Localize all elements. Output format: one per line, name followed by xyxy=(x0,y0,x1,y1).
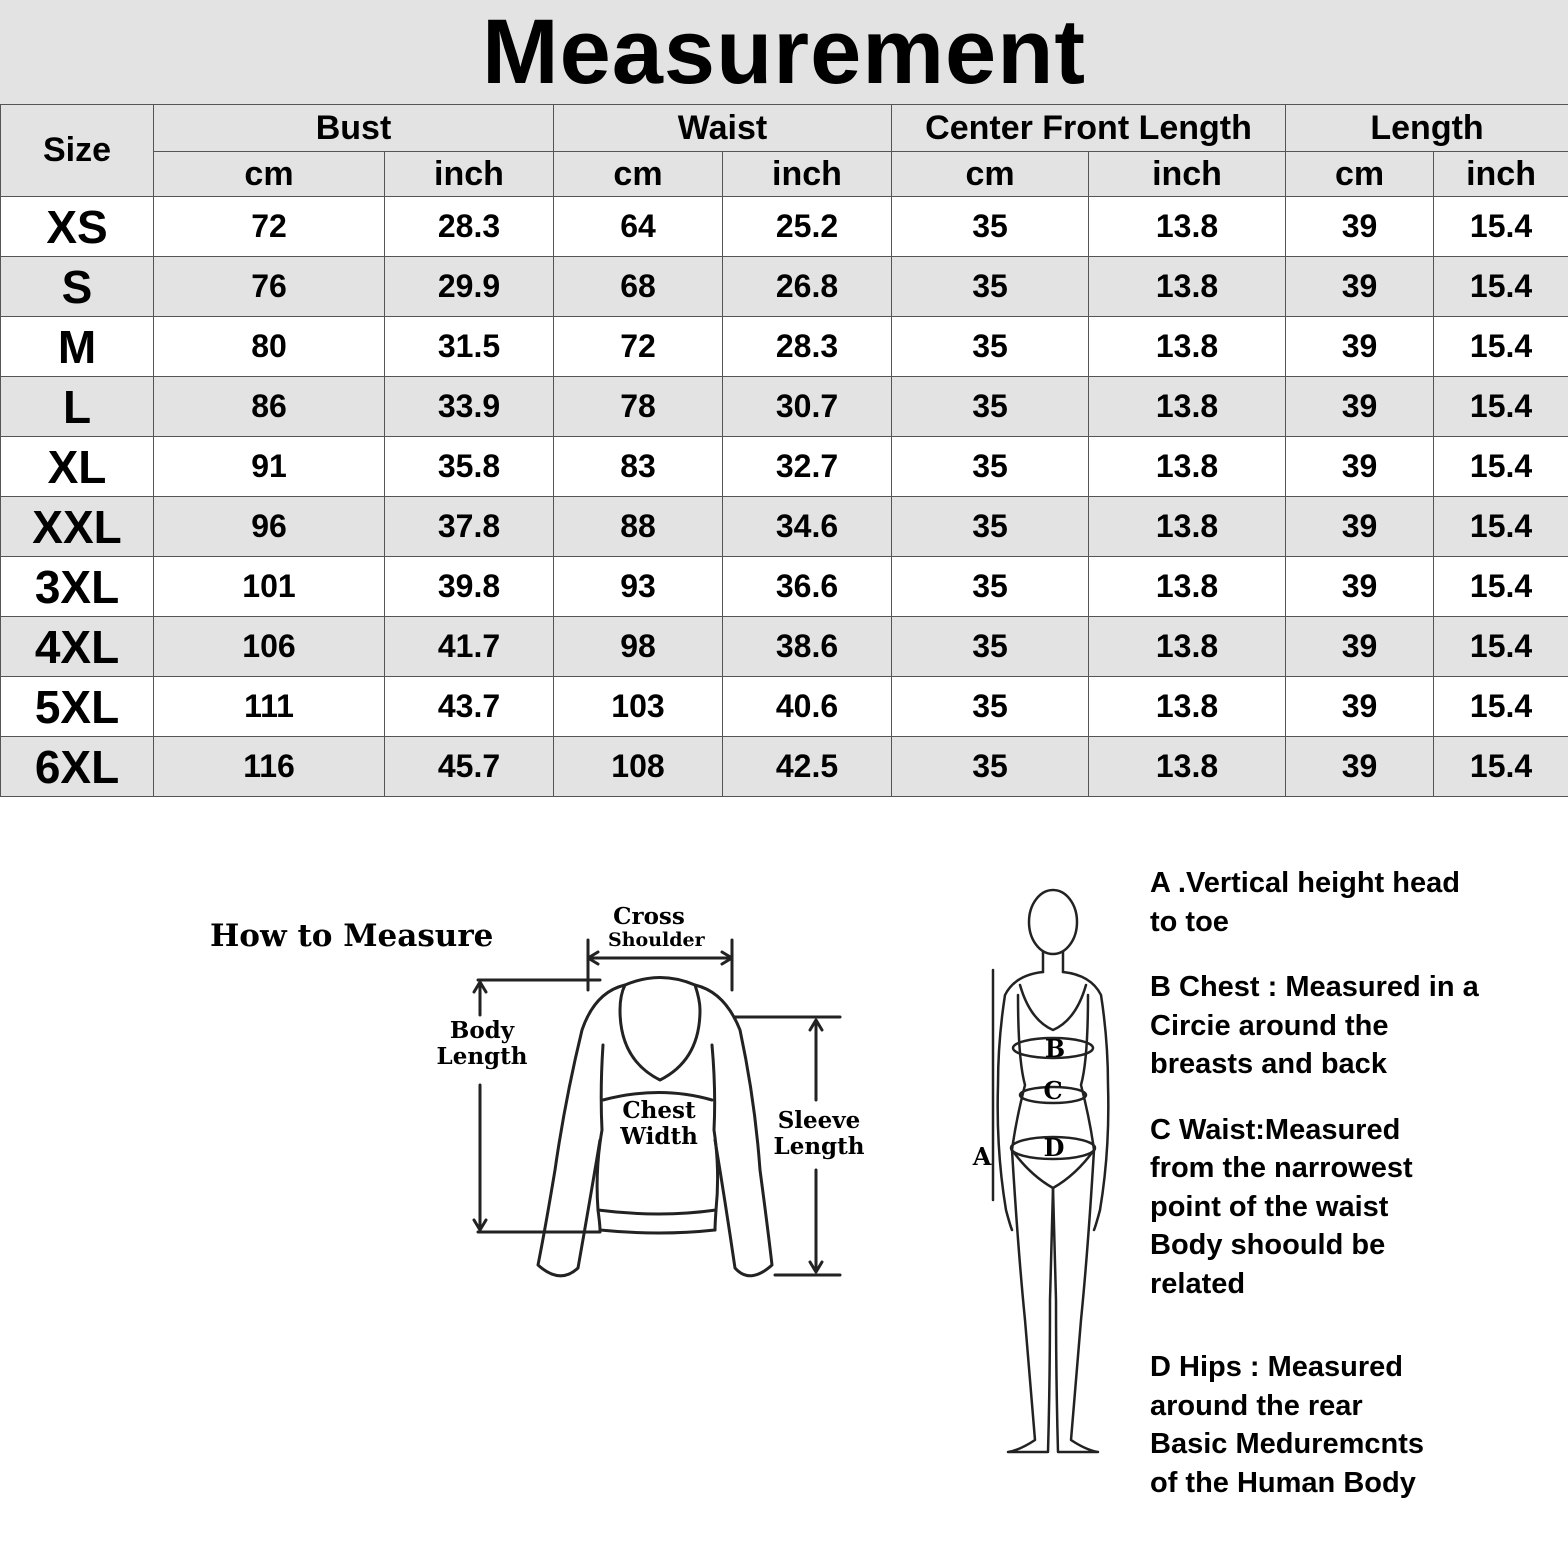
size-cell: 3XL xyxy=(1,557,154,617)
value-cell: 98 xyxy=(554,617,723,677)
value-cell: 15.4 xyxy=(1434,497,1568,557)
value-cell: 78 xyxy=(554,377,723,437)
value-cell: 15.4 xyxy=(1434,617,1568,677)
value-cell: 76 xyxy=(154,257,385,317)
value-cell: 35 xyxy=(892,257,1089,317)
value-cell: 13.8 xyxy=(1089,557,1286,617)
value-cell: 15.4 xyxy=(1434,437,1568,497)
value-cell: 28.3 xyxy=(723,317,892,377)
how-to-measure-heading: How to Measure xyxy=(210,918,494,954)
value-cell: 35 xyxy=(892,737,1089,797)
unit-header: inch xyxy=(1434,152,1568,197)
unit-header: inch xyxy=(723,152,892,197)
figure-letter-c: C xyxy=(1043,1076,1063,1105)
value-cell: 13.8 xyxy=(1089,617,1286,677)
figure-letter-b: B xyxy=(1044,1034,1066,1063)
value-cell: 13.8 xyxy=(1089,737,1286,797)
value-cell: 39 xyxy=(1286,677,1434,737)
value-cell: 13.8 xyxy=(1089,677,1286,737)
group-header-center-front-length: Center Front Length xyxy=(892,105,1286,152)
size-cell: XL xyxy=(1,437,154,497)
value-cell: 40.6 xyxy=(723,677,892,737)
value-cell: 93 xyxy=(554,557,723,617)
size-cell: S xyxy=(1,257,154,317)
value-cell: 86 xyxy=(154,377,385,437)
value-cell: 13.8 xyxy=(1089,317,1286,377)
value-cell: 33.9 xyxy=(385,377,554,437)
value-cell: 35 xyxy=(892,317,1089,377)
body-figure xyxy=(993,890,1108,1452)
unit-header: inch xyxy=(1089,152,1286,197)
value-cell: 15.4 xyxy=(1434,737,1568,797)
value-cell: 38.6 xyxy=(723,617,892,677)
value-cell: 39.8 xyxy=(385,557,554,617)
value-cell: 35 xyxy=(892,497,1089,557)
note-c: C Waist:Measured from the narrowest point of the waist Body shoould be related xyxy=(1150,1113,1413,1300)
value-cell: 29.9 xyxy=(385,257,554,317)
value-cell: 35 xyxy=(892,617,1089,677)
group-header-bust: Bust xyxy=(154,105,554,152)
value-cell: 72 xyxy=(154,197,385,257)
value-cell: 37.8 xyxy=(385,497,554,557)
value-cell: 30.7 xyxy=(723,377,892,437)
value-cell: 15.4 xyxy=(1434,377,1568,437)
value-cell: 43.7 xyxy=(385,677,554,737)
value-cell: 39 xyxy=(1286,257,1434,317)
value-cell: 111 xyxy=(154,677,385,737)
value-cell: 116 xyxy=(154,737,385,797)
value-cell: 13.8 xyxy=(1089,197,1286,257)
value-cell: 35 xyxy=(892,197,1089,257)
value-cell: 80 xyxy=(154,317,385,377)
unit-header: cm xyxy=(154,152,385,197)
value-cell: 35 xyxy=(892,677,1089,737)
value-cell: 15.4 xyxy=(1434,677,1568,737)
sleeve-length-label: Sleeve Length xyxy=(773,1107,865,1160)
value-cell: 13.8 xyxy=(1089,497,1286,557)
size-cell: XXL xyxy=(1,497,154,557)
value-cell: 68 xyxy=(554,257,723,317)
value-cell: 108 xyxy=(554,737,723,797)
measurement-notes xyxy=(1150,864,1560,1529)
chest-width-label: Chest Width xyxy=(620,1097,698,1150)
value-cell: 39 xyxy=(1286,437,1434,497)
value-cell: 83 xyxy=(554,437,723,497)
size-cell: XS xyxy=(1,197,154,257)
value-cell: 25.2 xyxy=(723,197,892,257)
value-cell: 13.8 xyxy=(1089,377,1286,437)
note-a: A .Vertical height head to toe xyxy=(1150,867,1460,938)
cross-shoulder-label: Cross Shoulder xyxy=(608,903,705,951)
unit-header: cm xyxy=(892,152,1089,197)
value-cell: 39 xyxy=(1286,557,1434,617)
value-cell: 39 xyxy=(1286,377,1434,437)
size-cell: 6XL xyxy=(1,737,154,797)
value-cell: 13.8 xyxy=(1089,437,1286,497)
unit-header: cm xyxy=(1286,152,1434,197)
size-cell: M xyxy=(1,317,154,377)
unit-header: inch xyxy=(385,152,554,197)
value-cell: 15.4 xyxy=(1434,557,1568,617)
value-cell: 91 xyxy=(154,437,385,497)
value-cell: 41.7 xyxy=(385,617,554,677)
value-cell: 35 xyxy=(892,437,1089,497)
value-cell: 15.4 xyxy=(1434,317,1568,377)
value-cell: 35 xyxy=(892,557,1089,617)
value-cell: 39 xyxy=(1286,617,1434,677)
figure-letter-d: D xyxy=(1043,1133,1065,1162)
note-d: D Hips : Measured around the rear Basic Meduremcnts of the Human Body xyxy=(1150,1351,1424,1499)
value-cell: 34.6 xyxy=(723,497,892,557)
value-cell: 35.8 xyxy=(385,437,554,497)
size-cell: 4XL xyxy=(1,617,154,677)
value-cell: 64 xyxy=(554,197,723,257)
value-cell: 15.4 xyxy=(1434,197,1568,257)
value-cell: 35 xyxy=(892,377,1089,437)
value-cell: 39 xyxy=(1286,497,1434,557)
value-cell: 15.4 xyxy=(1434,257,1568,317)
value-cell: 36.6 xyxy=(723,557,892,617)
figure-letter-a: A xyxy=(972,1142,992,1171)
value-cell: 13.8 xyxy=(1089,257,1286,317)
value-cell: 28.3 xyxy=(385,197,554,257)
value-cell: 31.5 xyxy=(385,317,554,377)
size-cell: L xyxy=(1,377,154,437)
value-cell: 88 xyxy=(554,497,723,557)
group-header-waist: Waist xyxy=(554,105,892,152)
value-cell: 39 xyxy=(1286,197,1434,257)
unit-header: cm xyxy=(554,152,723,197)
size-header: Size xyxy=(1,105,154,197)
group-header-length: Length xyxy=(1286,105,1568,152)
value-cell: 103 xyxy=(554,677,723,737)
value-cell: 96 xyxy=(154,497,385,557)
value-cell: 39 xyxy=(1286,317,1434,377)
note-b: B Chest : Measured in a Circie around the breasts and back xyxy=(1150,971,1479,1080)
value-cell: 101 xyxy=(154,557,385,617)
size-cell: 5XL xyxy=(1,677,154,737)
body-length-label: Body Length xyxy=(436,1017,528,1070)
value-cell: 106 xyxy=(154,617,385,677)
value-cell: 42.5 xyxy=(723,737,892,797)
value-cell: 32.7 xyxy=(723,437,892,497)
value-cell: 45.7 xyxy=(385,737,554,797)
value-cell: 26.8 xyxy=(723,257,892,317)
page-title: Measurement xyxy=(481,1,1087,103)
value-cell: 72 xyxy=(554,317,723,377)
value-cell: 39 xyxy=(1286,737,1434,797)
